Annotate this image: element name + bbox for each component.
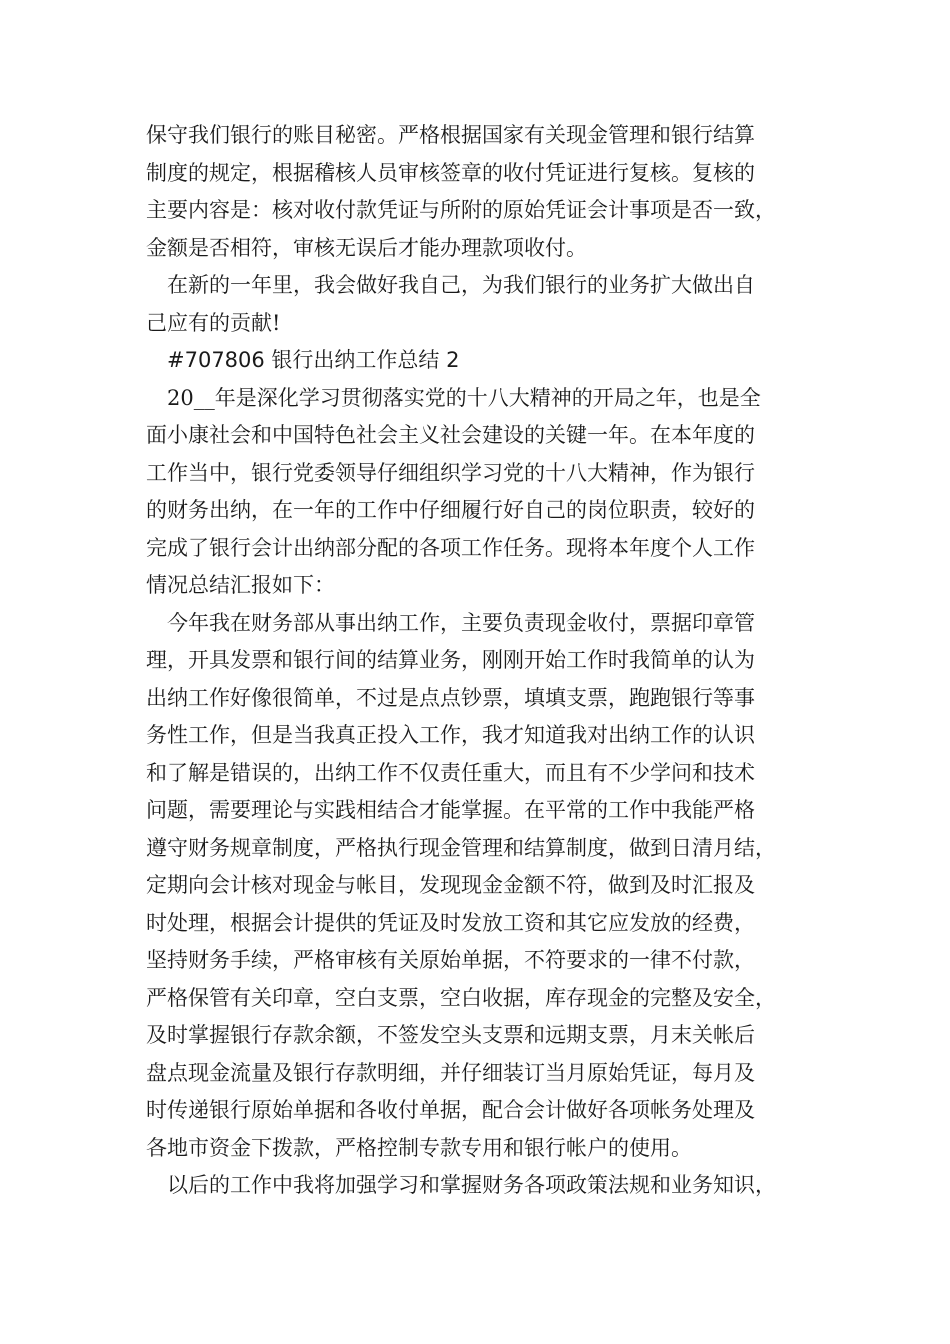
text-line: 理，开具发票和银行间的结算业务，刚刚开始工作时我简单的认为	[146, 648, 755, 672]
text-line: 情况总结汇报如下：	[146, 573, 335, 597]
text-line: 20__年是深化学习贯彻落实党的十八大精神的开局之年，也是全	[167, 385, 761, 410]
paragraph-p5	[146, 1167, 822, 1205]
text-line: 主要内容是：核对收付款凭证与所附的原始凭证会计事项是否一致，	[146, 198, 776, 222]
text-line: 各地市资金下拨款，严格控制专款专用和银行帐户的使用。	[146, 1135, 692, 1160]
text-line: 工作当中，银行党委领导仔细组织学习党的十八大精神，作为银行	[146, 460, 755, 485]
document-page	[146, 117, 822, 1205]
paragraph-p1	[146, 117, 822, 267]
text-line: 和了解是错误的，出纳工作不仅责任重大，而且有不少学问和技术	[146, 760, 755, 785]
text-line: 制度的规定，根据稽核人员审核签章的收付凭证进行复核。复核的	[146, 160, 755, 185]
section-title: #707806 银行出纳工作总结 2	[167, 348, 460, 372]
text-line: 出纳工作好像很简单，不过是点点钞票，填填支票，跑跑银行等事	[146, 685, 755, 710]
paragraph-p3	[146, 380, 822, 605]
text-line: 保守我们银行的账目秘密。严格根据国家有关现金管理和银行结算	[146, 123, 755, 147]
text-line: 以后的工作中我将加强学习和掌握财务各项政策法规和业务知识，	[167, 1173, 776, 1197]
text-line: 务性工作，但是当我真正投入工作，我才知道我对出纳工作的认识	[146, 723, 755, 747]
text-line: 坚持财务手续，严格审核有关原始单据，不符要求的一律不付款，	[146, 948, 755, 972]
paragraph-p2	[146, 267, 822, 342]
section-heading	[146, 342, 822, 380]
text-line: 定期向会计核对现金与帐目，发现现金金额不符，做到及时汇报及	[146, 873, 755, 897]
text-line: 今年我在财务部从事出纳工作，主要负责现金收付，票据印章管	[167, 610, 755, 635]
text-line: 盘点现金流量及银行存款明细，并仔细装订当月原始凭证，每月及	[146, 1060, 755, 1085]
paragraph-p4	[146, 605, 822, 1168]
text-line: 遵守财务规章制度，严格执行现金管理和结算制度，做到日清月结，	[146, 835, 776, 860]
text-line: 面小康社会和中国特色社会主义社会建设的关键一年。在本年度的	[146, 423, 755, 447]
text-line: 己应有的贡献!	[146, 310, 281, 335]
text-line: 问题，需要理论与实践相结合才能掌握。在平常的工作中我能严格	[146, 798, 755, 822]
text-line: 在新的一年里，我会做好我自己，为我们银行的业务扩大做出自	[167, 273, 755, 297]
text-line: 完成了银行会计出纳部分配的各项工作任务。现将本年度个人工作	[146, 535, 755, 560]
text-line: 的财务出纳，在一年的工作中仔细履行好自己的岗位职责，较好的	[146, 498, 755, 522]
text-line: 严格保管有关印章，空白支票，空白收据，库存现金的完整及安全，	[146, 985, 776, 1010]
text-line: 时传递银行原始单据和各收付单据，配合会计做好各项帐务处理及	[146, 1098, 755, 1122]
text-line: 及时掌握银行存款余额，不签发空头支票和远期支票，月末关帐后	[146, 1023, 755, 1047]
text-line: 金额是否相符，审核无误后才能办理款项收付。	[146, 235, 587, 260]
text-line: 时处理，根据会计提供的凭证及时发放工资和其它应发放的经费，	[146, 910, 755, 935]
